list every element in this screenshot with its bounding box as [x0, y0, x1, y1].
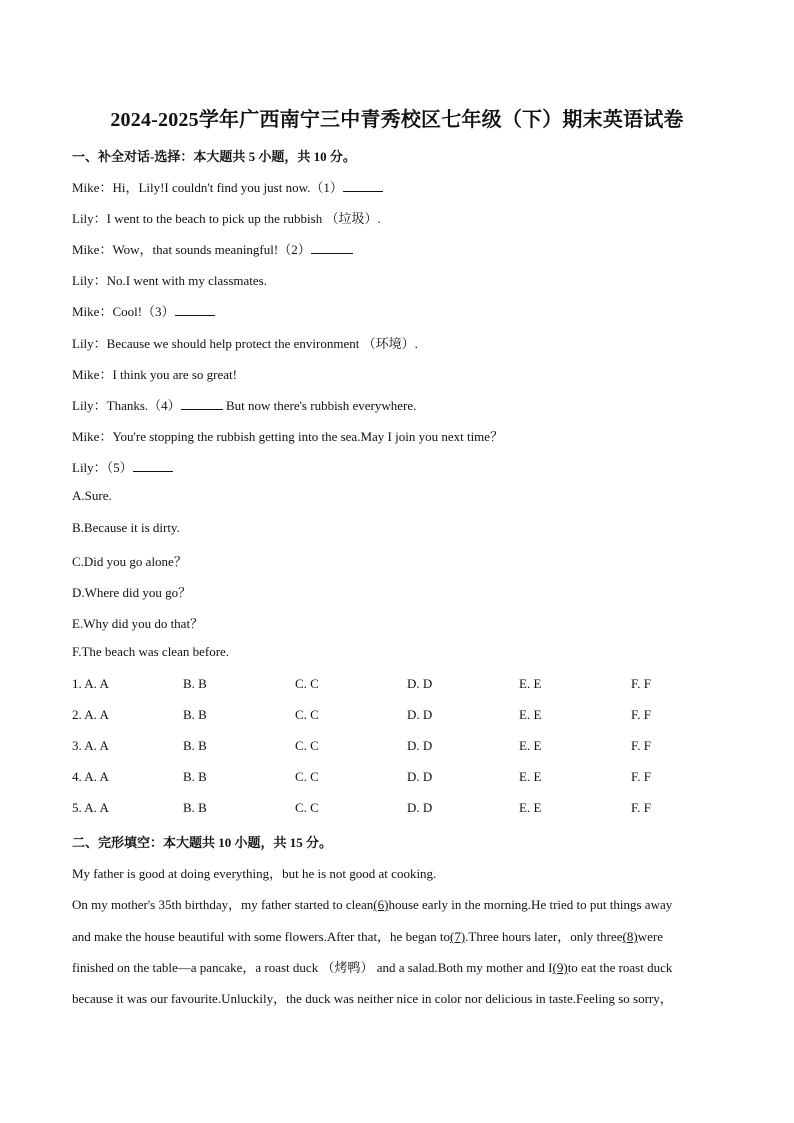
- choice-5-d[interactable]: D. D: [407, 800, 433, 815]
- answer-row-5: [72, 800, 732, 818]
- answer-blank-1[interactable]: [343, 180, 383, 192]
- dialogue-line-1: Mike：Hi，Lily!I couldn't find you just now.（1）: [72, 177, 383, 196]
- answer-row-1: [72, 676, 732, 694]
- passage-line-2: On my mother's 35th birthday，my father started to clean(6)house early in the morning.He tried to put things away: [72, 897, 673, 912]
- blank-number-6[interactable]: (6): [373, 897, 389, 912]
- dialogue-line-6: Lily：Because we should help protect the environment （环境）.: [72, 336, 418, 351]
- choice-1-b[interactable]: B. B: [183, 676, 207, 691]
- dialogue-line-2: Lily：I went to the beach to pick up the rubbish （垃圾）.: [72, 211, 381, 226]
- answer-blank-4[interactable]: [181, 398, 223, 410]
- choice-2-d[interactable]: D. D: [407, 707, 433, 722]
- dialogue-line-5: Mike：Cool!（3）: [72, 301, 215, 320]
- blank-number-7[interactable]: (7): [449, 929, 466, 944]
- section-2-heading: 二、完形填空：本大题共 10 小题，共 15 分。: [72, 835, 333, 850]
- dialogue-line-3: Mike：Wow，that sounds meaningful!（2）: [72, 239, 353, 258]
- choice-3-c[interactable]: C. C: [295, 738, 319, 753]
- dialogue-line-10: Lily：（5）: [72, 457, 173, 476]
- choice-3-b[interactable]: B. B: [183, 738, 207, 753]
- dialogue-line-4: Lily：No.I went with my classmates.: [72, 273, 267, 288]
- choice-3-e[interactable]: E. E: [519, 738, 542, 753]
- choice-2-c[interactable]: C. C: [295, 707, 319, 722]
- answer-blank-5[interactable]: [133, 460, 173, 472]
- answer-row-2: [72, 707, 732, 725]
- choice-5-c[interactable]: C. C: [295, 800, 319, 815]
- choice-5-f[interactable]: F. F: [631, 800, 651, 815]
- choice-4-a[interactable]: 4. A. A: [72, 769, 109, 784]
- choice-2-a[interactable]: 2. A. A: [72, 707, 109, 722]
- section-1-heading: 一、补全对话-选择：本大题共 5 小题，共 10 分。: [72, 149, 356, 164]
- choice-4-c[interactable]: C. C: [295, 769, 319, 784]
- choice-2-f[interactable]: F. F: [631, 707, 651, 722]
- choice-5-e[interactable]: E. E: [519, 800, 542, 815]
- choice-1-a[interactable]: 1. A. A: [72, 676, 109, 691]
- page-title: 2024-2025学年广西南宁三中青秀校区七年级（下）期末英语试卷: [110, 109, 684, 131]
- passage-line-1: My father is good at doing everything，but he is not good at cooking.: [72, 866, 437, 881]
- choice-4-d[interactable]: D. D: [407, 769, 433, 784]
- option-b: B.Because it is dirty.: [72, 520, 180, 535]
- blank-number-8[interactable]: (8): [622, 929, 638, 944]
- option-a: A.Sure.: [72, 488, 112, 503]
- choice-1-d[interactable]: D. D: [407, 676, 433, 691]
- answer-blank-2[interactable]: [311, 242, 353, 254]
- passage-line-4: finished on the table—a pancake，a roast duck （烤鸭） and a salad.Both my mother and I(9)to eat the roast duck: [72, 960, 673, 975]
- option-e: E.Why did you do that？: [72, 616, 204, 631]
- choice-4-f[interactable]: F. F: [631, 769, 651, 784]
- choice-3-d[interactable]: D. D: [407, 738, 433, 753]
- choice-2-e[interactable]: E. E: [519, 707, 542, 722]
- answer-row-3: [72, 738, 732, 756]
- passage-line-5: because it was our favourite.Unluckily，the duck was neither nice in color nor delicious in taste.Feeling so sorry，: [72, 991, 673, 1006]
- choice-1-c[interactable]: C. C: [295, 676, 319, 691]
- choice-3-f[interactable]: F. F: [631, 738, 651, 753]
- passage-line-3: and make the house beautiful with some flowers.After that，he began to(7).Three hours later，only three(8)were: [72, 929, 663, 944]
- choice-2-b[interactable]: B. B: [183, 707, 207, 722]
- answer-row-4: [72, 769, 732, 787]
- dialogue-line-7: Mike：I think you are so great!: [72, 367, 237, 382]
- dialogue-line-9: Mike：You're stopping the rubbish getting into the sea.May I join you next time？: [72, 429, 504, 444]
- option-c: C.Did you go alone？: [72, 554, 187, 569]
- blank-number-9[interactable]: (9): [552, 960, 568, 975]
- choice-1-e[interactable]: E. E: [519, 676, 542, 691]
- choice-1-f[interactable]: F. F: [631, 676, 651, 691]
- choice-4-b[interactable]: B. B: [183, 769, 207, 784]
- dialogue-line-8: Lily：Thanks.（4） But now there's rubbish everywhere.: [72, 398, 417, 413]
- option-d: D.Where did you go？: [72, 585, 192, 600]
- choice-5-a[interactable]: 5. A. A: [72, 800, 109, 815]
- option-f: F.The beach was clean before.: [72, 644, 230, 659]
- choice-3-a[interactable]: 3. A. A: [72, 738, 109, 753]
- answer-blank-3[interactable]: [175, 304, 215, 316]
- choice-5-b[interactable]: B. B: [183, 800, 207, 815]
- choice-4-e[interactable]: E. E: [519, 769, 542, 784]
